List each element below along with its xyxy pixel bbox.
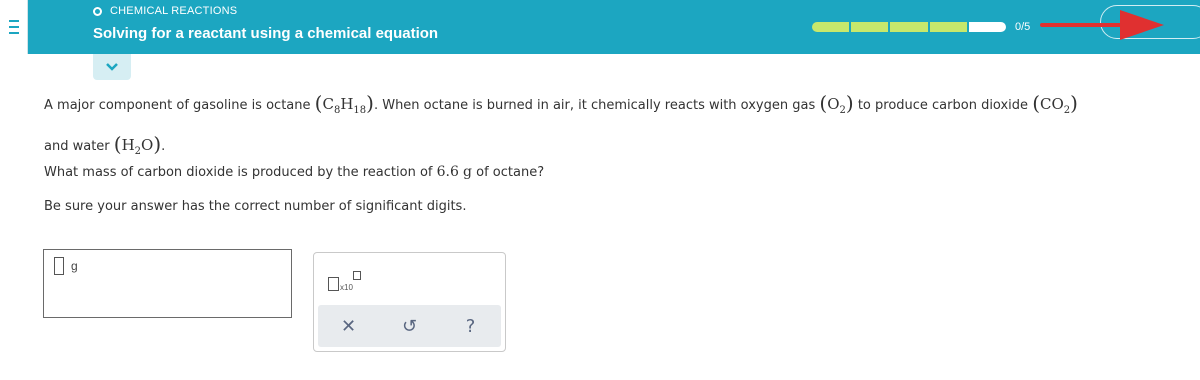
progress-bar <box>812 22 1006 32</box>
topic-circle-icon <box>93 7 102 16</box>
paren: ) <box>366 91 374 115</box>
topic-row <box>93 5 237 17</box>
answer-input[interactable] <box>54 257 64 275</box>
close-icon[interactable]: ✕ <box>340 315 357 337</box>
paren: ( <box>113 132 122 156</box>
menu-icon <box>9 20 19 22</box>
formula-part: H <box>121 136 135 154</box>
progress-segment <box>969 22 1006 32</box>
topic-label: CHEMICAL REACTIONS <box>110 5 238 17</box>
tool-panel <box>313 252 506 352</box>
paren: ( <box>314 91 323 115</box>
undo-icon[interactable]: ↺ <box>401 315 418 337</box>
help-icon[interactable]: ? <box>465 315 476 337</box>
formula-sub: 18 <box>353 105 367 116</box>
progress-segment <box>890 22 927 32</box>
water-formula <box>121 136 154 157</box>
scientific-notation-button[interactable] <box>328 267 378 295</box>
question-paragraph <box>44 86 1184 168</box>
menu-icon-bar <box>9 26 19 28</box>
question-text: of octane? <box>472 165 545 180</box>
tool-row <box>318 305 501 347</box>
progress-text: 0/5 <box>1015 21 1031 33</box>
collapse-toggle[interactable] <box>93 54 131 80</box>
question-text: to produce carbon dioxide <box>853 98 1033 113</box>
paren: ( <box>1032 91 1040 115</box>
progress-segment <box>812 22 849 32</box>
formula-sub: 8 <box>333 105 341 116</box>
question-text: . <box>161 139 166 154</box>
annotation-arrow-icon <box>1120 10 1164 40</box>
question-prompt <box>44 164 544 180</box>
sig-fig-note: Be sure your answer has the correct number of significant digits. <box>44 199 467 214</box>
answer-unit: g <box>71 259 78 273</box>
chevron-down-icon <box>105 62 119 72</box>
formula-part: O <box>827 95 840 113</box>
sci-base-box <box>328 277 339 291</box>
question-text: and water <box>44 139 114 154</box>
progress-segment <box>930 22 967 32</box>
mass-value: 6.6 <box>436 164 459 180</box>
sci-exponent-box <box>353 271 361 280</box>
sci-x10-label: x10 <box>340 283 353 292</box>
oxygen-formula <box>827 95 846 116</box>
answer-box <box>43 249 292 318</box>
formula-part: C <box>322 95 334 113</box>
co2-formula <box>1040 95 1071 116</box>
formula-sub: 2 <box>134 146 142 157</box>
paren: ( <box>819 91 828 115</box>
question-text: What mass of carbon dioxide is produced by the reaction of <box>44 165 437 180</box>
question-text: . When octane is burned in air, it chemically reacts with oxygen gas <box>373 98 820 113</box>
menu-button[interactable] <box>0 0 28 54</box>
header-bar <box>0 0 1200 54</box>
menu-icon-bar <box>9 32 19 34</box>
formula-sub: 2 <box>839 105 846 116</box>
paren: ) <box>153 132 162 156</box>
formula-part: H <box>340 95 354 113</box>
formula-part: CO <box>1040 95 1064 113</box>
progress-segment <box>851 22 888 32</box>
formula-sub: 2 <box>1063 105 1071 116</box>
page-title: Solving for a reactant using a chemical equation <box>93 25 439 42</box>
paren: ) <box>845 91 854 115</box>
mass-unit: g <box>463 164 472 180</box>
formula-part: O <box>141 136 154 154</box>
octane-formula <box>322 95 367 116</box>
question-text: A major component of gasoline is octane <box>44 98 315 113</box>
paren: ) <box>1070 91 1078 115</box>
